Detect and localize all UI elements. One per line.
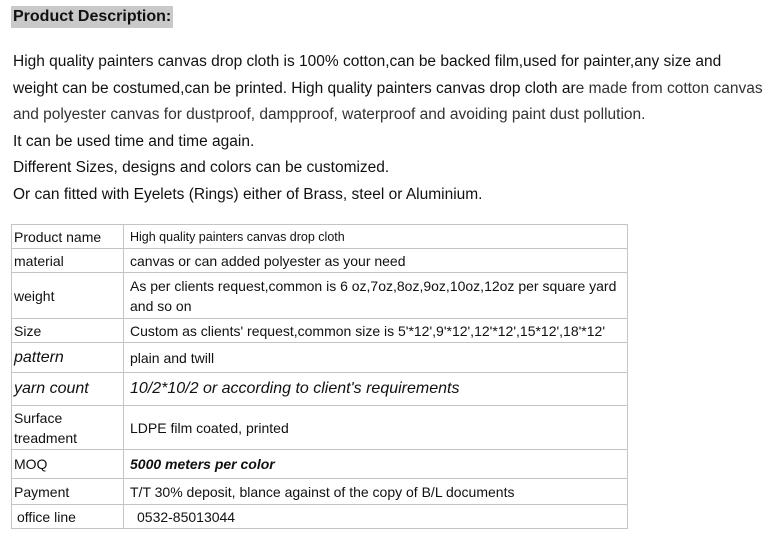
row-value: High quality painters canvas drop cloth — [124, 225, 628, 249]
table-row — [12, 343, 628, 373]
row-value: T/T 30% deposit, blance against of the copy of B/L documents — [124, 479, 628, 505]
row-value: 0532-85013044 — [124, 505, 628, 529]
table-row — [12, 225, 628, 249]
row-key: yarn count — [12, 373, 124, 406]
row-value: 10/2*10/2 or according to client's requirements — [124, 373, 628, 406]
row-value: As per clients request,common is 6 oz,7oz,8oz,9oz,10oz,12oz per square yard and so on — [124, 273, 628, 319]
table-row — [12, 406, 628, 450]
table-row — [12, 273, 628, 319]
row-key: Size — [12, 319, 124, 343]
row-value: 5000 meters per color — [124, 450, 628, 479]
row-key: Surface treadment — [12, 406, 124, 450]
table-row — [12, 479, 628, 505]
row-key: weight — [12, 273, 124, 319]
description-line-customize: Different Sizes, designs and colors can be customized. — [13, 159, 390, 176]
description-text: High quality painters canvas drop cloth is 100% cotton,can be backed film,used for painter,any size and weight can be costumed,can be printed. High quality painters canvas drop cloth ar — [13, 53, 722, 97]
description-line-eyelets: Or can fitted with Eyelets (Rings) either of Brass, steel or Aluminium. — [13, 185, 483, 203]
product-description — [13, 49, 765, 208]
table-row — [12, 505, 628, 529]
table-row — [12, 450, 628, 479]
row-value: plain and twill — [124, 343, 628, 373]
description-line-reuse: It can be used time and time again. — [13, 132, 255, 150]
row-key: material — [12, 249, 124, 273]
spec-table — [11, 224, 628, 529]
row-key: Payment — [12, 479, 124, 505]
row-value: Custom as clients' request,common size is 5'*12',9'*12',12'*12',15*12',18'*12' — [124, 319, 628, 343]
table-row — [12, 249, 628, 273]
table-row — [12, 319, 628, 343]
table-row — [12, 373, 628, 406]
row-key: office line — [12, 505, 124, 529]
description-paragraph — [13, 49, 765, 129]
description-text-continued: e made from cotton canvas and polyester canvas for dustproof, dampproof, waterproof and avoiding paint dust pollution. — [13, 79, 763, 123]
row-key: MOQ — [12, 450, 124, 479]
row-value: LDPE film coated, printed — [124, 406, 628, 450]
section-heading: Product Description: — [11, 6, 173, 28]
row-value: canvas or can added polyester as your need — [124, 249, 628, 273]
row-key: pattern — [12, 343, 124, 373]
row-key: Product name — [12, 225, 124, 249]
